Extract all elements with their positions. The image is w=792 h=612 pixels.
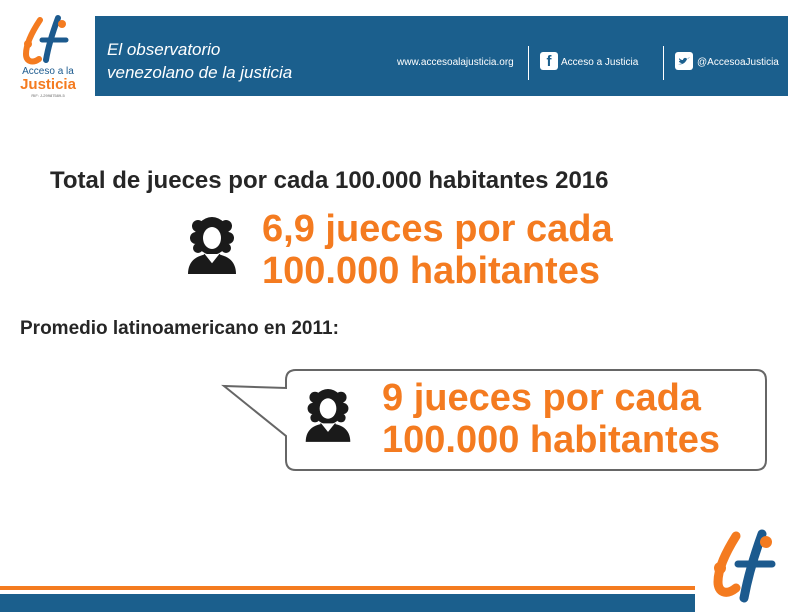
logo-mark-icon	[12, 14, 84, 66]
stat-value-2016-line2: 100.000 habitantes	[262, 250, 600, 292]
tagline	[107, 38, 292, 84]
logo-text: Acceso a la	[22, 66, 74, 77]
stat-value-2011-line1: 9 jueces por cada	[382, 377, 701, 419]
stat-value-2011-line2: 100.000 habitantes	[382, 419, 720, 461]
logo-rif: RIF: J-29987589-5	[31, 93, 65, 98]
website-link[interactable]: www.accesoalajusticia.org	[397, 57, 514, 68]
facebook-link[interactable]: Acceso a Justicia	[561, 57, 639, 68]
logo	[12, 14, 84, 96]
twitter-link[interactable]: @AccesoaJusticia	[697, 57, 779, 68]
header-banner	[95, 16, 788, 96]
divider	[528, 46, 529, 80]
stat-value-2011	[382, 377, 720, 461]
twitter-icon[interactable]	[675, 52, 693, 70]
facebook-icon[interactable]: f	[540, 52, 558, 70]
logo-mark-icon	[700, 528, 780, 606]
stat-title-2016: Total de jueces por cada 100.000 habitantes 2016	[50, 167, 609, 194]
tagline-line1: El observatorio	[107, 40, 221, 59]
stat-value-2016-line1: 6,9 jueces por cada	[262, 208, 613, 250]
footer-bar-orange	[0, 586, 695, 590]
footer-bar-blue	[0, 594, 695, 612]
tagline-line2: venezolano de la justicia	[107, 63, 293, 82]
logo-title: Justicia	[20, 76, 76, 93]
stat-value-2016	[262, 208, 613, 292]
stat-title-2011: Promedio latinoamericano en 2011:	[20, 318, 339, 339]
judge-icon	[184, 214, 240, 276]
divider	[663, 46, 664, 80]
judge-icon	[302, 386, 354, 444]
